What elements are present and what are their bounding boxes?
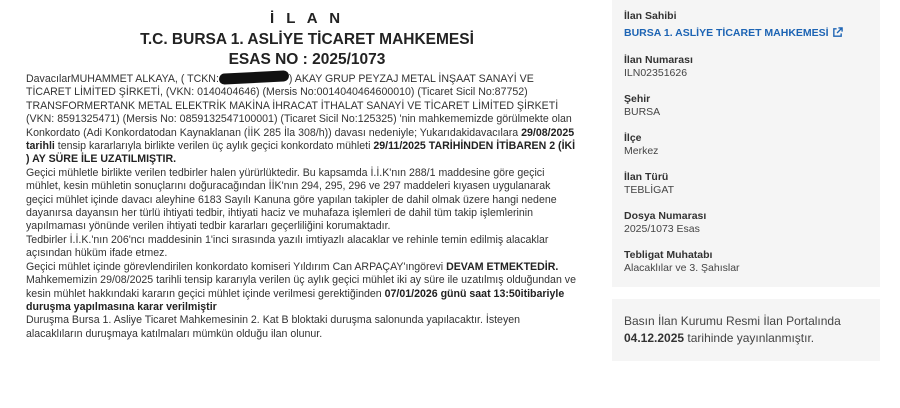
field-notice-number (624, 54, 868, 80)
field-label: Şehir (624, 93, 651, 105)
field-value: Alacaklılar ve 3. Şahıslar (624, 262, 740, 274)
owner-link[interactable]: BURSA 1. ASLİYE TİCARET MAHKEMESİ (624, 27, 843, 39)
field-label: İlan Sahibi (624, 10, 677, 22)
publication-info (612, 299, 880, 361)
notice-sidebar (612, 0, 880, 408)
notice-line: mühlet, kesin mühletin sonuçlarını doğuracağından İİK'nın 294, 295, 296 ve 297 maddeleri kıyasen uygulanarak (26, 180, 551, 193)
field-value: Merkez (624, 145, 659, 157)
notice-line: Geçici mühletle birlikte verilen tedbirler halen yürürlüktedir. Bu kapsamda İ.İ.K'nın 288/1 maddesine göre geçici (26, 166, 545, 179)
notice-line: DavacılarMUHAMMET ALKAYA, ( TCKN: ) AKAY GRUP PEYZAJ METAL İNŞAAT SANAYİ VE (26, 72, 588, 86)
notice-line: dayanırsa dayansın her türlü ihtiyati tedbir, ihtiyati haciz ve muhafaza işlemleri de dahil tüm takip işlemlerinin (26, 207, 533, 220)
case-number: ESAS NO : 2025/1073 (228, 51, 386, 68)
publication-text: Basın İlan Kurumu Resmi İlan Portalında (624, 314, 841, 328)
field-value: BURSA (624, 106, 661, 118)
notice-line: Tedbirler İ.İ.K.'nın 206'ncı maddesinin 1'inci sırasında yazılı imtiyazlı alacaklar ve rehinle temin edilmiş alacaklar (26, 233, 549, 246)
notice-line: ) AY SÜRE İLE UZATILMIŞTIR. (26, 153, 177, 166)
notice-body (26, 0, 588, 408)
notice-line: tarihli tensip kararlarıyla birlikte verilen üç aylık geçici konkordato mühleti 29/11/2025 TARİHİNDEN İTİBAREN 2 (İKİ (26, 140, 576, 153)
field-label: Dosya Numarası (624, 210, 707, 222)
notice-line: Mahkememizin 29/08/2025 tarihli tensip kararıyla verilen üç aylık geçici mühlet iki ay süre ile uzatılmış olduğundan ve (26, 274, 576, 287)
field-notice-type (624, 171, 868, 197)
field-label: İlan Türü (624, 171, 669, 183)
redaction-mark (219, 70, 289, 85)
field-owner (624, 10, 868, 41)
court-name: T.C. BURSA 1. ASLİYE TİCARET MAHKEMESİ (140, 31, 474, 48)
notice-line: kesin mühlet hakkındaki kararın geçici mühlet içinde verilmesi gerektiğinden 07/01/2026 günü saat 13:50itibariyle (26, 287, 565, 300)
notice-line: geçici mühlet içinde davacı aleyhine 6183 Sayılı Kanuna göre yapılan takipler de dahil olmak üzere hangi nedene (26, 193, 557, 206)
field-value: TEBLİGAT (624, 184, 674, 196)
field-file-number (624, 210, 868, 236)
field-label: Tebligat Muhatabı (624, 249, 713, 261)
notice-line: açısından hüküm ifade etmez. (26, 247, 168, 260)
notice-line: Geçici mühlet içinde görevlendirilen konkordato komiseri Yıldırım Can ARPAÇAY'ıngörevi DEVAM ETMEKTEDİR. (26, 260, 559, 273)
field-value: 2025/1073 Esas (624, 223, 700, 235)
notice-line: Duruşma Bursa 1. Asliye Ticaret Mahkemesinin 2. Kat B bloktaki duruşma salonunda yapılacaktır. İsteyen (26, 314, 521, 327)
field-addressee (624, 249, 868, 275)
publication-date: 04.12.2025 (624, 331, 685, 345)
field-city (624, 93, 868, 119)
notice-line: Konkordato (Adi Konkordatodan Kaynaklanan (İİK 285 İla 308/h)) davası nedeniyle; Yukarıdakidavacılara 29/08/2025 (26, 126, 575, 139)
publication-suffix: tarihinde yayınlanmıştır. (684, 331, 815, 345)
notice-line: TRANSFORMERTANK METAL ELEKTRİK MAKİNA İHRACAT İTHALAT SANAYİ VE TİCARET LİMİTED ŞİRKETİ (26, 99, 559, 112)
notice-title: İ L A N (269, 10, 345, 27)
field-value: ILN02351626 (624, 67, 688, 79)
field-label: İlçe (624, 132, 642, 144)
external-link-icon (832, 27, 843, 41)
notice-line: yapılmaması yönünde verilen ihtiyati tedbir kararları geçerliliğini korumaktadır. (26, 220, 391, 233)
notice-line: TİCARET LİMİTED ŞİRKETİ, (VKN: 0140404646) (Mersis No:0014040464600010) (Ticaret Sicil No:87752) (26, 86, 528, 99)
notice-line: duruşma yapılmasına karar verilmiştir (26, 300, 217, 313)
field-district (624, 132, 868, 158)
field-label: İlan Numarası (624, 54, 693, 66)
notice-details-card (612, 0, 880, 287)
notice-line: (VKN: 8591325471) (Mersis No: 0859132547100001) (Ticaret Sicil No:125325) 'nin mahkememizde görülmekte olan (26, 113, 572, 126)
notice-line: alacaklıların duruşmaya katılmaları mümkün olduğu ilan olunur. (26, 327, 323, 340)
